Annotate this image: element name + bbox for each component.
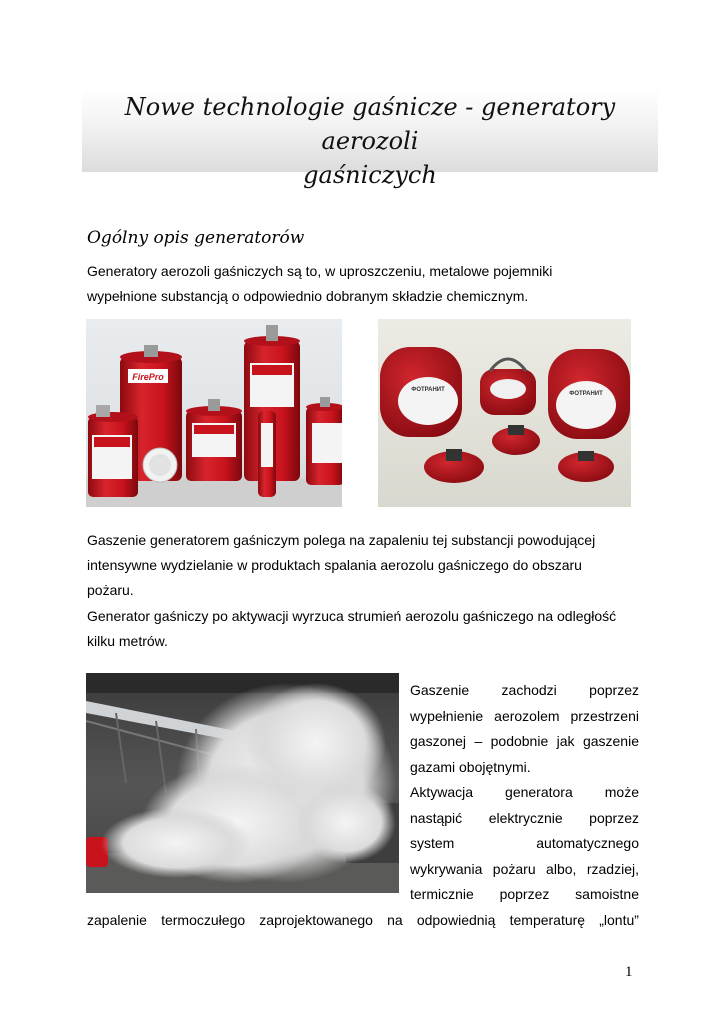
side-a-line-2 bbox=[410, 704, 639, 730]
section-heading: Ogólny opis generatorów bbox=[87, 228, 305, 248]
paragraph-4 bbox=[87, 908, 639, 933]
paragraph-3-line-2: kilku metrów. bbox=[87, 633, 168, 649]
word: automatycznego bbox=[536, 835, 639, 851]
side-a-line-1 bbox=[410, 678, 639, 704]
round-generators-photo bbox=[378, 319, 631, 507]
page-number: 1 bbox=[625, 964, 633, 980]
word: temperaturę bbox=[509, 912, 586, 928]
word: Gaszenie bbox=[410, 682, 470, 698]
word: odpowiednią bbox=[416, 912, 496, 928]
paragraph-1 bbox=[87, 259, 639, 309]
word: gaszenie bbox=[582, 733, 639, 749]
word: wypełnienie bbox=[410, 707, 484, 724]
word: albo, bbox=[546, 860, 577, 877]
word: zapalenie bbox=[87, 912, 147, 928]
side-text-b bbox=[410, 780, 639, 908]
paragraph-1-line-2: wypełnione substancją o odpowiednio dobranym składzie chemicznym. bbox=[87, 288, 529, 304]
paragraph-2-line-3: pożaru. bbox=[87, 582, 134, 598]
paragraph-2 bbox=[87, 528, 639, 603]
aerosol-discharge-photo bbox=[86, 673, 399, 893]
word: termicznie bbox=[410, 886, 474, 902]
title-line-2: gaśniczych bbox=[303, 161, 437, 189]
brand-label-right: ФОТРАНИТ bbox=[569, 391, 603, 397]
brand-label: FirePro bbox=[132, 372, 164, 382]
paragraph-2-line-2: intensywne wydzielanie w produktach spalania aerozolu gaśniczego do obszaru bbox=[87, 557, 582, 573]
side-b-line-3 bbox=[410, 831, 639, 857]
word: poprzez bbox=[589, 809, 639, 826]
word: wykrywania bbox=[410, 860, 483, 877]
side-text-a bbox=[410, 678, 639, 780]
side-a-line-4: gazami obojętnymi. bbox=[410, 758, 531, 775]
word: samoistne bbox=[575, 886, 639, 902]
word: termoczułego bbox=[161, 912, 246, 928]
document-title bbox=[82, 88, 658, 189]
title-line-1: Nowe technologie gaśnicze - generatory aerozoli bbox=[124, 93, 616, 155]
side-b-line-2 bbox=[410, 806, 639, 832]
word: poprzez bbox=[589, 682, 639, 698]
side-b-line-5 bbox=[410, 882, 639, 908]
side-b-line-1 bbox=[410, 780, 639, 806]
word: na bbox=[387, 912, 403, 928]
word: może bbox=[604, 784, 639, 800]
word: zachodzi bbox=[501, 682, 557, 698]
word: podobnie bbox=[490, 733, 549, 749]
word: pożaru bbox=[492, 860, 536, 877]
brand-label-left: ФОТРАНИТ bbox=[411, 387, 445, 393]
word: system bbox=[410, 835, 455, 851]
word: poprzez bbox=[499, 886, 550, 902]
word: „lontu” bbox=[599, 912, 639, 928]
word: przestrzeni bbox=[570, 707, 639, 724]
side-a-line-3 bbox=[410, 729, 639, 755]
side-b-line-4 bbox=[410, 857, 639, 883]
paragraph-3-line-1: Generator gaśniczy po aktywacji wyrzuca strumień aerozolu gaśniczego na odległość bbox=[87, 608, 617, 624]
word: aerozolem bbox=[494, 707, 560, 724]
word: zaprojektowanego bbox=[259, 912, 373, 928]
word: generatora bbox=[505, 784, 573, 800]
word: Aktywacja bbox=[410, 784, 474, 800]
paragraph-2-line-1: Gaszenie generatorem gaśniczym polega na zapaleniu tej substancji powodującej bbox=[87, 532, 596, 548]
word: rzadziej, bbox=[586, 860, 639, 877]
paragraph-3 bbox=[87, 604, 639, 654]
word: nastąpić bbox=[410, 809, 463, 826]
paragraph-1-line-1: Generatory aerozoli gaśniczych są to, w uproszczeniu, metalowe pojemniki bbox=[87, 263, 553, 279]
word: gaszonej bbox=[410, 733, 467, 749]
word: jak bbox=[556, 733, 575, 749]
word: elektrycznie bbox=[488, 809, 563, 826]
firepro-canisters-photo bbox=[86, 319, 342, 507]
word: – bbox=[474, 733, 483, 749]
